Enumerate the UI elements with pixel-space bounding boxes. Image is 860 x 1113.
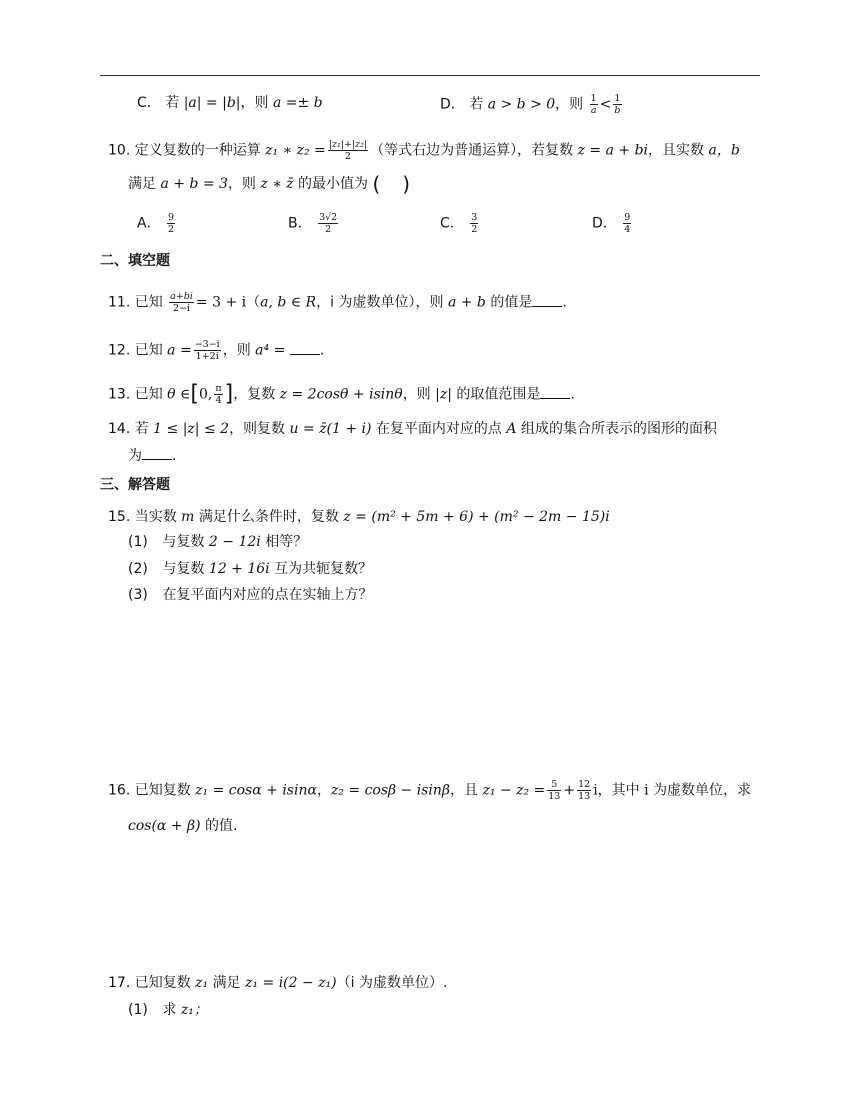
text-span: z₁； <box>180 1002 208 1018</box>
q10-option-a <box>137 212 177 235</box>
q9-option-d <box>440 93 624 116</box>
text-span: ，其中 <box>597 782 640 799</box>
q12 <box>108 339 324 362</box>
text-span: 0, <box>199 386 213 403</box>
text-span: z₁ <box>195 975 209 991</box>
answer-paren-open: ( <box>372 172 381 196</box>
text-span: 9 <box>168 212 175 223</box>
answer-blank[interactable] <box>290 340 320 355</box>
text-span: 当实数 <box>134 509 177 525</box>
text-span: i <box>593 782 598 799</box>
text-span: ， <box>316 782 331 799</box>
text-span: （等式右边为普通运算），若复数 <box>370 142 574 159</box>
answer-paren-close: ) <box>402 172 411 196</box>
question-number: 14. <box>108 421 131 437</box>
text-span: 5 <box>547 779 561 791</box>
q10-option-c <box>440 212 480 235</box>
text-span: (2) <box>128 561 148 577</box>
text-span: |a| = |b| <box>183 95 241 111</box>
text-span: 组成的集合所表示的图形的面积 <box>520 421 717 437</box>
question-number: 12. <box>108 342 131 359</box>
text-span: θ ∈ <box>167 386 191 403</box>
q15-part-2 <box>128 559 372 579</box>
text-span: 3√2 <box>319 212 338 223</box>
text-span: a，b <box>708 142 740 159</box>
text-span: 已知复数 <box>134 782 191 799</box>
text-span: a, b ∈ R <box>260 294 317 311</box>
text-span: 已知复数 <box>134 975 191 991</box>
text-span: D． <box>440 96 465 113</box>
text-span: 若 <box>165 95 180 111</box>
text-span: A <box>506 421 517 437</box>
text-span: 1 <box>614 93 621 104</box>
text-span: = 3 + i <box>195 294 247 311</box>
text-span: z₁ = i(2 − z₁) <box>245 975 337 991</box>
text-span: 在复平面内对应的点在实轴上方？ <box>162 587 373 603</box>
question-number: 13. <box>108 386 131 403</box>
question-number: 17. <box>108 975 131 991</box>
text-span: 2 <box>325 224 332 235</box>
text-span: + <box>563 782 576 799</box>
fraction <box>590 93 598 116</box>
text-span: 满足 <box>212 975 241 991</box>
answer-blank[interactable] <box>142 445 172 460</box>
text-span: a + b <box>447 294 486 311</box>
header-rule <box>100 75 760 76</box>
text-span: 已知 <box>134 342 163 359</box>
text-span: 13 <box>578 791 591 802</box>
text-span: ，则 <box>240 95 269 111</box>
text-span: （ <box>246 294 261 311</box>
text-span: C． <box>440 215 464 232</box>
text-span: ，i 为虚数单位），则 <box>316 294 444 311</box>
text-span: ，则 <box>555 96 584 113</box>
text-span: ，且 <box>450 782 479 799</box>
q14-line-2 <box>128 445 176 466</box>
text-span: ，则复数 <box>229 421 286 437</box>
text-span: 的值是 <box>490 294 533 311</box>
text-span: 12 <box>578 779 591 790</box>
text-span: 的值. <box>205 818 238 834</box>
q10-option-d <box>592 212 633 235</box>
text-span: ，则 <box>402 386 431 403</box>
question-number: 11. <box>108 294 131 311</box>
text-span: b <box>614 105 621 116</box>
text-span: z = a + bi <box>577 142 649 159</box>
text-span: 与复数 <box>162 534 205 550</box>
text-span: 13 <box>548 791 561 802</box>
text-span: (1) <box>128 1002 148 1018</box>
text-span: . <box>172 448 177 464</box>
text-span: 1+2i <box>195 351 219 362</box>
text-span: π <box>215 383 222 394</box>
q10-line-2 <box>128 174 410 194</box>
section-heading-fill-in: 二、填空题 <box>100 253 170 269</box>
text-span: 为虚数单位，求 <box>653 782 752 799</box>
text-span: |z| <box>435 386 452 403</box>
text-span: u = z̄(1 + i) <box>289 421 372 437</box>
text-span: 已知 <box>134 386 163 403</box>
q16-line-2 <box>128 816 237 836</box>
text-span: 相等？ <box>265 534 308 550</box>
text-span: ，则 <box>222 342 251 359</box>
text-span: 满足什么条件时，复数 <box>198 509 339 525</box>
text-span: 1 <box>590 93 597 104</box>
text-span: 互为共轭复数？ <box>274 561 373 577</box>
text-span: 4 <box>624 224 631 235</box>
q17-part-1 <box>128 1000 208 1020</box>
text-span: 2 <box>344 151 351 162</box>
fraction <box>328 139 368 162</box>
text-span: 满足 <box>128 176 156 192</box>
text-span: ，则 <box>227 176 256 192</box>
fraction <box>318 212 338 235</box>
text-span: 的取值范围是 <box>456 386 541 403</box>
text-span: 定义复数的一种运算 <box>134 142 261 159</box>
fraction <box>194 339 221 362</box>
fraction <box>214 383 222 406</box>
question-number: 16. <box>108 782 131 799</box>
text-span: a = <box>167 342 192 359</box>
text-span: m <box>181 509 195 525</box>
text-span: z₁ = cosα + isinα <box>195 782 317 799</box>
fraction <box>613 93 621 116</box>
text-span: ，复数 <box>233 386 276 403</box>
text-span: a⁴ = <box>255 342 286 359</box>
text-span: (3) <box>128 587 148 603</box>
text-span: 与复数 <box>162 561 205 577</box>
text-span: a > b > 0 <box>487 96 556 113</box>
q15-part-3 <box>128 585 372 605</box>
section-heading-solutions: 三、解答题 <box>100 477 170 493</box>
text-span: 2 <box>168 224 175 235</box>
fraction <box>547 779 561 802</box>
q15 <box>108 507 610 527</box>
q13: 13. 已知 θ ∈[0, $\frac{\pi}{4}$ ]，复数 z = 2cosθ + isinθ，则 |z| 的取值范围是 . <box>108 381 575 407</box>
text-span: 2 <box>471 224 478 235</box>
text-span: B． <box>288 215 312 232</box>
text-span: 已知 <box>134 294 163 311</box>
text-span: −3−i <box>194 339 220 350</box>
text-span: z ∗ z̄ <box>260 176 294 192</box>
q10-option-b <box>288 212 340 235</box>
fraction <box>167 212 175 235</box>
text-span: z = 2cosθ + isinθ <box>279 386 403 403</box>
text-span: a =± b <box>272 95 323 111</box>
answer-blank[interactable] <box>540 384 570 399</box>
text-span: z = (m² + 5m + 6) + (m² − 2m − 15)i <box>343 509 610 525</box>
text-span: A． <box>137 215 161 232</box>
text-span: 求 <box>162 1002 177 1018</box>
text-span: ，且实数 <box>648 142 705 159</box>
text-span: z₁ − z₂ = <box>482 782 546 799</box>
text-span: 2−i <box>173 303 191 314</box>
text-span: 若 <box>134 421 149 437</box>
text-span: i <box>644 782 649 799</box>
fraction <box>169 291 194 314</box>
text-span: 为 <box>128 448 142 464</box>
text-span: a <box>590 105 597 116</box>
text-span: D． <box>592 215 617 232</box>
question-number: 10. <box>108 142 131 159</box>
text-span: 12 + 16i <box>208 561 270 577</box>
text-span: a+bi <box>170 291 193 302</box>
text-span: (1) <box>128 534 148 550</box>
q14-line-1 <box>108 419 717 439</box>
text-span: . <box>562 294 567 311</box>
text-span: . <box>319 342 325 359</box>
text-span: C． <box>137 95 161 111</box>
fraction <box>470 212 478 235</box>
text-span: . <box>570 386 575 403</box>
text-span: cos(α + β) <box>128 818 201 834</box>
text-span: 在复平面内对应的点 <box>375 421 502 437</box>
q10-line-1 <box>108 139 740 162</box>
text-span: （i 为虚数单位）. <box>336 975 448 991</box>
q9-option-c <box>137 93 323 113</box>
text-span: 3 <box>471 212 478 223</box>
text-span: a + b = 3 <box>160 176 228 192</box>
text-span: z₁ ∗ z₂ = <box>265 142 326 159</box>
q15-part-1 <box>128 532 307 552</box>
q17 <box>108 973 447 993</box>
question-number: 15. <box>108 509 131 525</box>
text-span: 4 <box>215 395 222 406</box>
text-span: 1 ≤ |z| ≤ 2 <box>153 421 230 437</box>
text-span: 的最小值为 <box>298 176 369 192</box>
text-span: |z₁|+|z₂| <box>328 139 368 150</box>
text-span: 2 − 12i <box>208 534 261 550</box>
answer-blank[interactable] <box>532 292 562 307</box>
q16-line-1 <box>108 779 751 802</box>
fraction <box>623 212 631 235</box>
text-span: z₂ = cosβ − isinβ <box>330 782 451 799</box>
text-span: < <box>599 96 612 113</box>
fraction <box>577 779 591 802</box>
text-span: 若 <box>469 96 484 113</box>
q11 <box>108 291 567 314</box>
text-span: 9 <box>624 212 631 223</box>
